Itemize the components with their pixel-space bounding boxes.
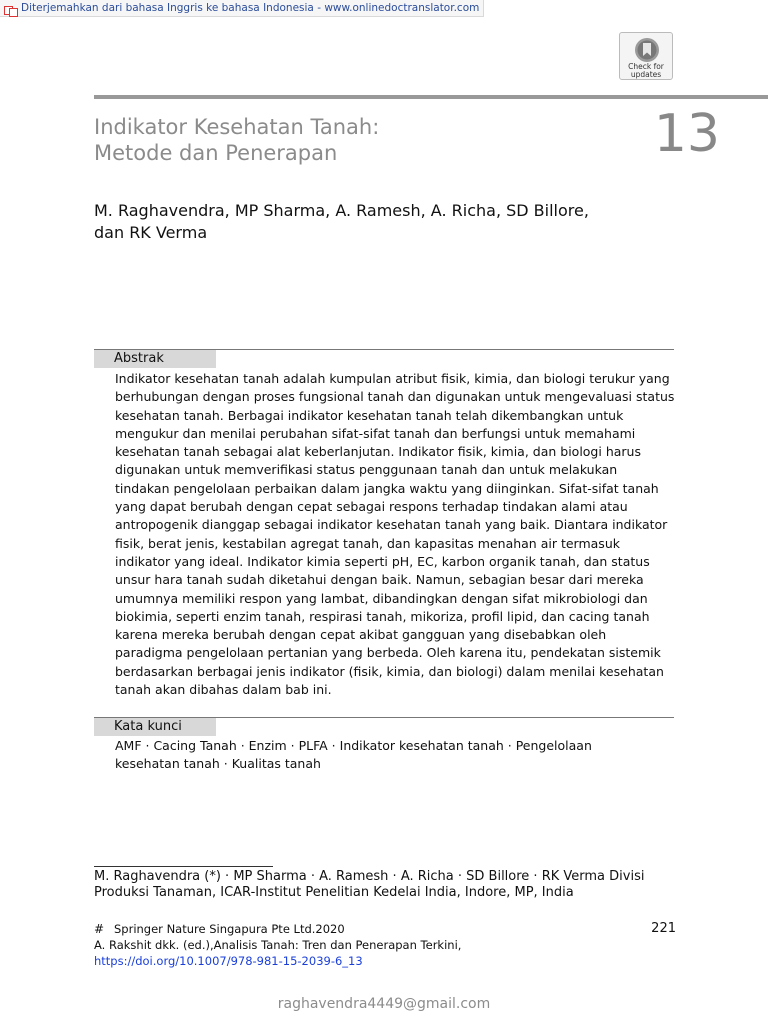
chapter-title-line2: Metode dan Penerapan: [94, 141, 338, 165]
footnote-rule: [94, 866, 273, 867]
page-number: 221: [651, 921, 676, 936]
author-list-line1: M. Raghavendra, MP Sharma, A. Ramesh, A. Richa, SD Billore,: [94, 201, 589, 220]
translator-banner-text[interactable]: Diterjemahkan dari bahasa Inggris ke bahasa Indonesia - www.onlinedoctranslator.com: [21, 2, 480, 14]
chapter-title-line1: Indikator Kesehatan Tanah:: [94, 115, 380, 139]
abstract-text: Indikator kesehatan tanah adalah kumpulan atribut fisik, kimia, dan biologi terukur yang berhubungan dengan proses fungsional tanah dan digunakan untuk mengevaluasi status kesehatan tanah. Berbagai indikator kesehatan tanah telah dikembangkan untuk mengukur dan menilai perubahan sifat-sifat tanah dan berfungsi untuk memahami kesehatan tanah sebagai alat keberlanjutan. Indikator fisik, kimia, dan biologi harus digunakan untuk memverifikasi status penggunaan tanah dan untuk melakukan tindakan pengelolaan perbaikan dalam jangka waktu yang diinginkan. Sifat-sifat tanah yang dapat berubah dengan cepat sebagai respons terhadap tindakan alami atau antropogenik dianggap sebagai indikator kesehatan tanah yang baik. Diantara indikator fisik, berat jenis, kestabilan agregat tanah, dan kapasitas menahan air termasuk indikator yang ideal. Indikator kimia seperti pH, EC, karbon organik tanah, dan status unsur hara tanah sudah diketahui dengan baik. Namun, sebagian besar dari mereka umumnya memiliki respon yang lambat, dibandingkan dengan sifat mikrobiologi dan biokimia, seperti enzim tanah, respirasi tanah, mikoriza, profil lipid, dan cacing tanah karena mereka berubah dengan cepat akibat gangguan yang disebabkan oleh paradigma pengelolaan pertanian yang berbeda. Oleh karena itu, pendekatan sistemik berdasarkan berbagai jenis indikator (fisik, kimia, dan biologi) dalam menilai kesehatan tanah akan dibahas dalam bab ini.: [115, 371, 675, 698]
abstract-label: Abstrak: [94, 350, 216, 368]
updates-badge-line1: Check for: [628, 62, 664, 71]
footer-email: raghavendra4449@gmail.com: [277, 996, 491, 1012]
translate-icon: [4, 2, 18, 14]
author-list-line2: dan RK Verma: [94, 223, 208, 242]
header-rule: [94, 95, 768, 99]
author-affiliation: M. Raghavendra (*) · MP Sharma · A. Ramesh · A. Richa · SD Billore · RK Verma Divisi Produksi Tanaman, ICAR-Institut Penelitian Kedelai India, Indore, MP, India: [94, 869, 645, 900]
translator-banner[interactable]: [0, 0, 484, 17]
chapter-title: [94, 114, 614, 166]
updates-badge-line2: updates: [630, 70, 662, 79]
check-for-updates-badge[interactable]: [619, 32, 673, 80]
keywords-text: AMF · Cacing Tanah · Enzim · PLFA · Indikator kesehatan tanah · Pengelolaan kesehatan tanah · Kualitas tanah: [115, 738, 592, 771]
copyright-line: [94, 922, 345, 936]
bookmark-icon: [634, 37, 660, 63]
author-list: [94, 200, 654, 244]
copyright-symbol: #: [94, 922, 105, 936]
keywords-label: Kata kunci: [94, 718, 216, 736]
doi-link[interactable]: https://doi.org/10.1007/978-981-15-2039-6_13: [94, 954, 363, 968]
copyright-text: Springer Nature Singapura Pte Ltd.2020: [114, 922, 345, 936]
citation-line: A. Rakshit dkk. (ed.),Analisis Tanah: Tren dan Penerapan Terkini,: [94, 938, 462, 952]
chapter-number: 13: [653, 104, 720, 164]
